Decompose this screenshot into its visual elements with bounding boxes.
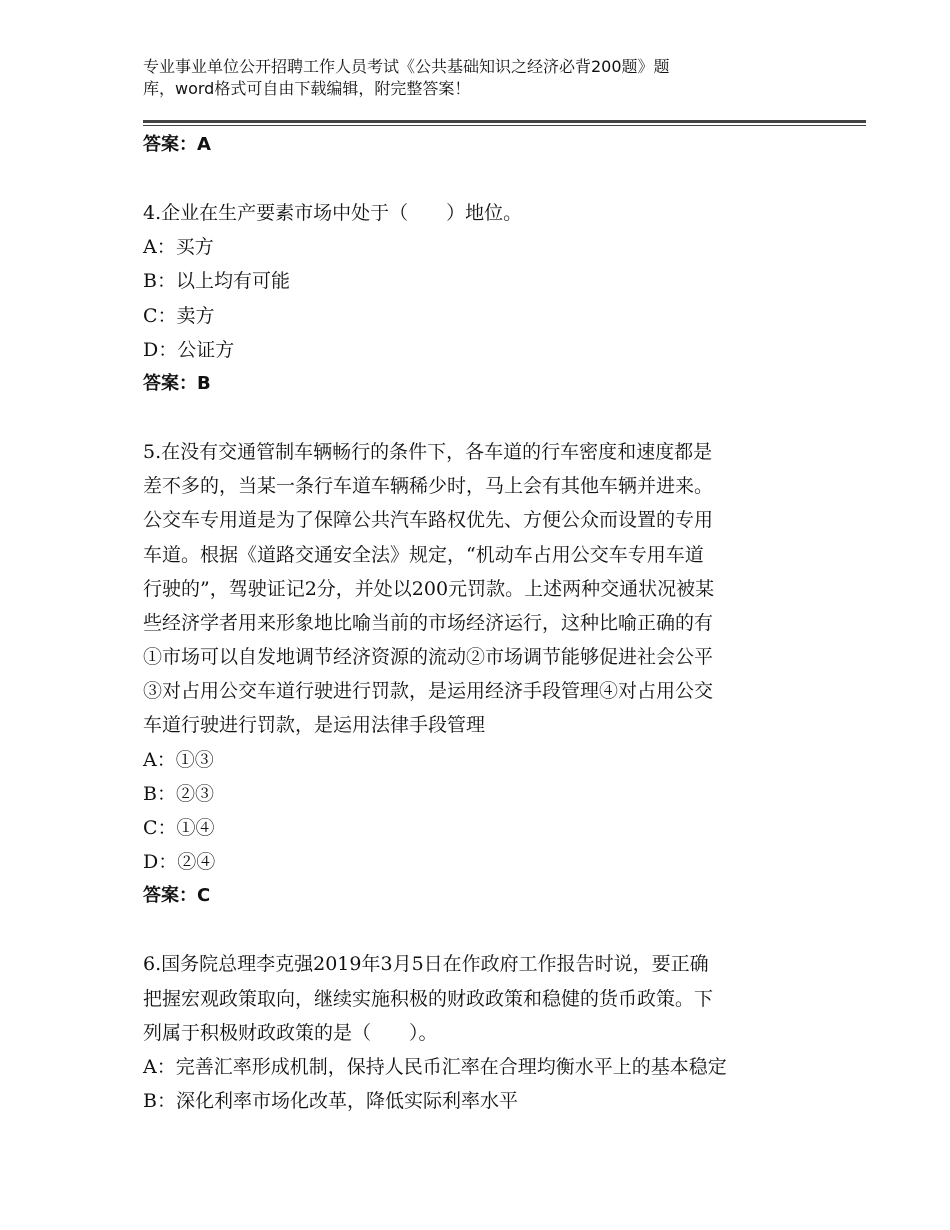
option-c: C：卖方 — [143, 304, 215, 327]
option-b: B：深化利率市场化改革，降低实际利率水平 — [143, 1090, 518, 1113]
question-stem-line: 列属于积极财政政策的是（ ）。 — [143, 1021, 438, 1044]
question-stem-line: 6.国务院总理李克强2019年3月5日在作政府工作报告时说，要正确 — [143, 953, 709, 976]
question-stem-line: ①市场可以自发地调节经济资源的流动②市场调节能够促进社会公平 — [143, 646, 714, 669]
question-stem-line: 公交车专用道是为了保障公共汽车路权优先、方便公众而设置的专用 — [143, 509, 714, 532]
answer-line: 答案：C — [143, 885, 211, 907]
question-4 — [143, 196, 843, 401]
question-stem-line: 些经济学者用来形象地比喻当前的市场经济运行，这种比喻正确的有 — [143, 611, 714, 634]
option-c: C：①④ — [143, 817, 215, 839]
question-stem-line: 把握宏观政策取向，继续实施积极的财政政策和稳健的货币政策。下 — [143, 987, 714, 1010]
question-stem-line: 4.企业在生产要素市场中处于（ ）地位。 — [143, 202, 523, 224]
header-title-line-2: 库，word格式可自由下载编辑，附完整答案！ — [143, 79, 471, 98]
option-a: A：买方 — [143, 236, 214, 259]
option-b: B：②③ — [143, 782, 214, 805]
answer-line: 答案：B — [143, 372, 211, 394]
question-stem-line: 车道行驶进行罚款，是运用法律手段管理 — [143, 714, 486, 737]
question-stem-line: 车道。根据《道路交通安全法》规定，“机动车占用公交车专用车道 — [143, 543, 704, 566]
header-rule — [143, 120, 866, 123]
question-stem-line: 5.在没有交通管制车辆畅行的条件下，各车道的行车密度和速度都是 — [143, 440, 713, 463]
document-header — [143, 56, 783, 100]
option-d: D：②④ — [143, 851, 216, 874]
option-b: B：以上均有可能 — [143, 270, 290, 293]
question-stem — [143, 947, 843, 1050]
question-stem — [143, 435, 843, 743]
question-stem-line: 行驶的”，驾驶证记2分，并处以200元罚款。上述两种交通状况被某 — [143, 577, 715, 600]
option-a: A：完善汇率形成机制，保持人民币汇率在合理均衡水平上的基本稳定 — [143, 1055, 727, 1078]
answer-line: 答案：A — [143, 134, 211, 155]
option-a: A：①③ — [143, 748, 214, 771]
question-stem-line: 差不多的，当某一条行车道车辆稀少时，马上会有其他车辆并进来。 — [143, 475, 714, 498]
header-rule-thin — [143, 125, 866, 126]
question-stem — [143, 196, 843, 230]
question-5 — [143, 435, 843, 913]
document-body — [143, 128, 843, 1118]
option-d: D：公证方 — [143, 338, 235, 361]
question-6 — [143, 947, 843, 1118]
question-stem-line: ③对占用公交车道行驶进行罚款，是运用经济手段管理④对占用公交 — [143, 680, 714, 703]
header-title-line-1: 专业事业单位公开招聘工作人员考试《公共基础知识之经济必背200题》题 — [143, 57, 670, 76]
